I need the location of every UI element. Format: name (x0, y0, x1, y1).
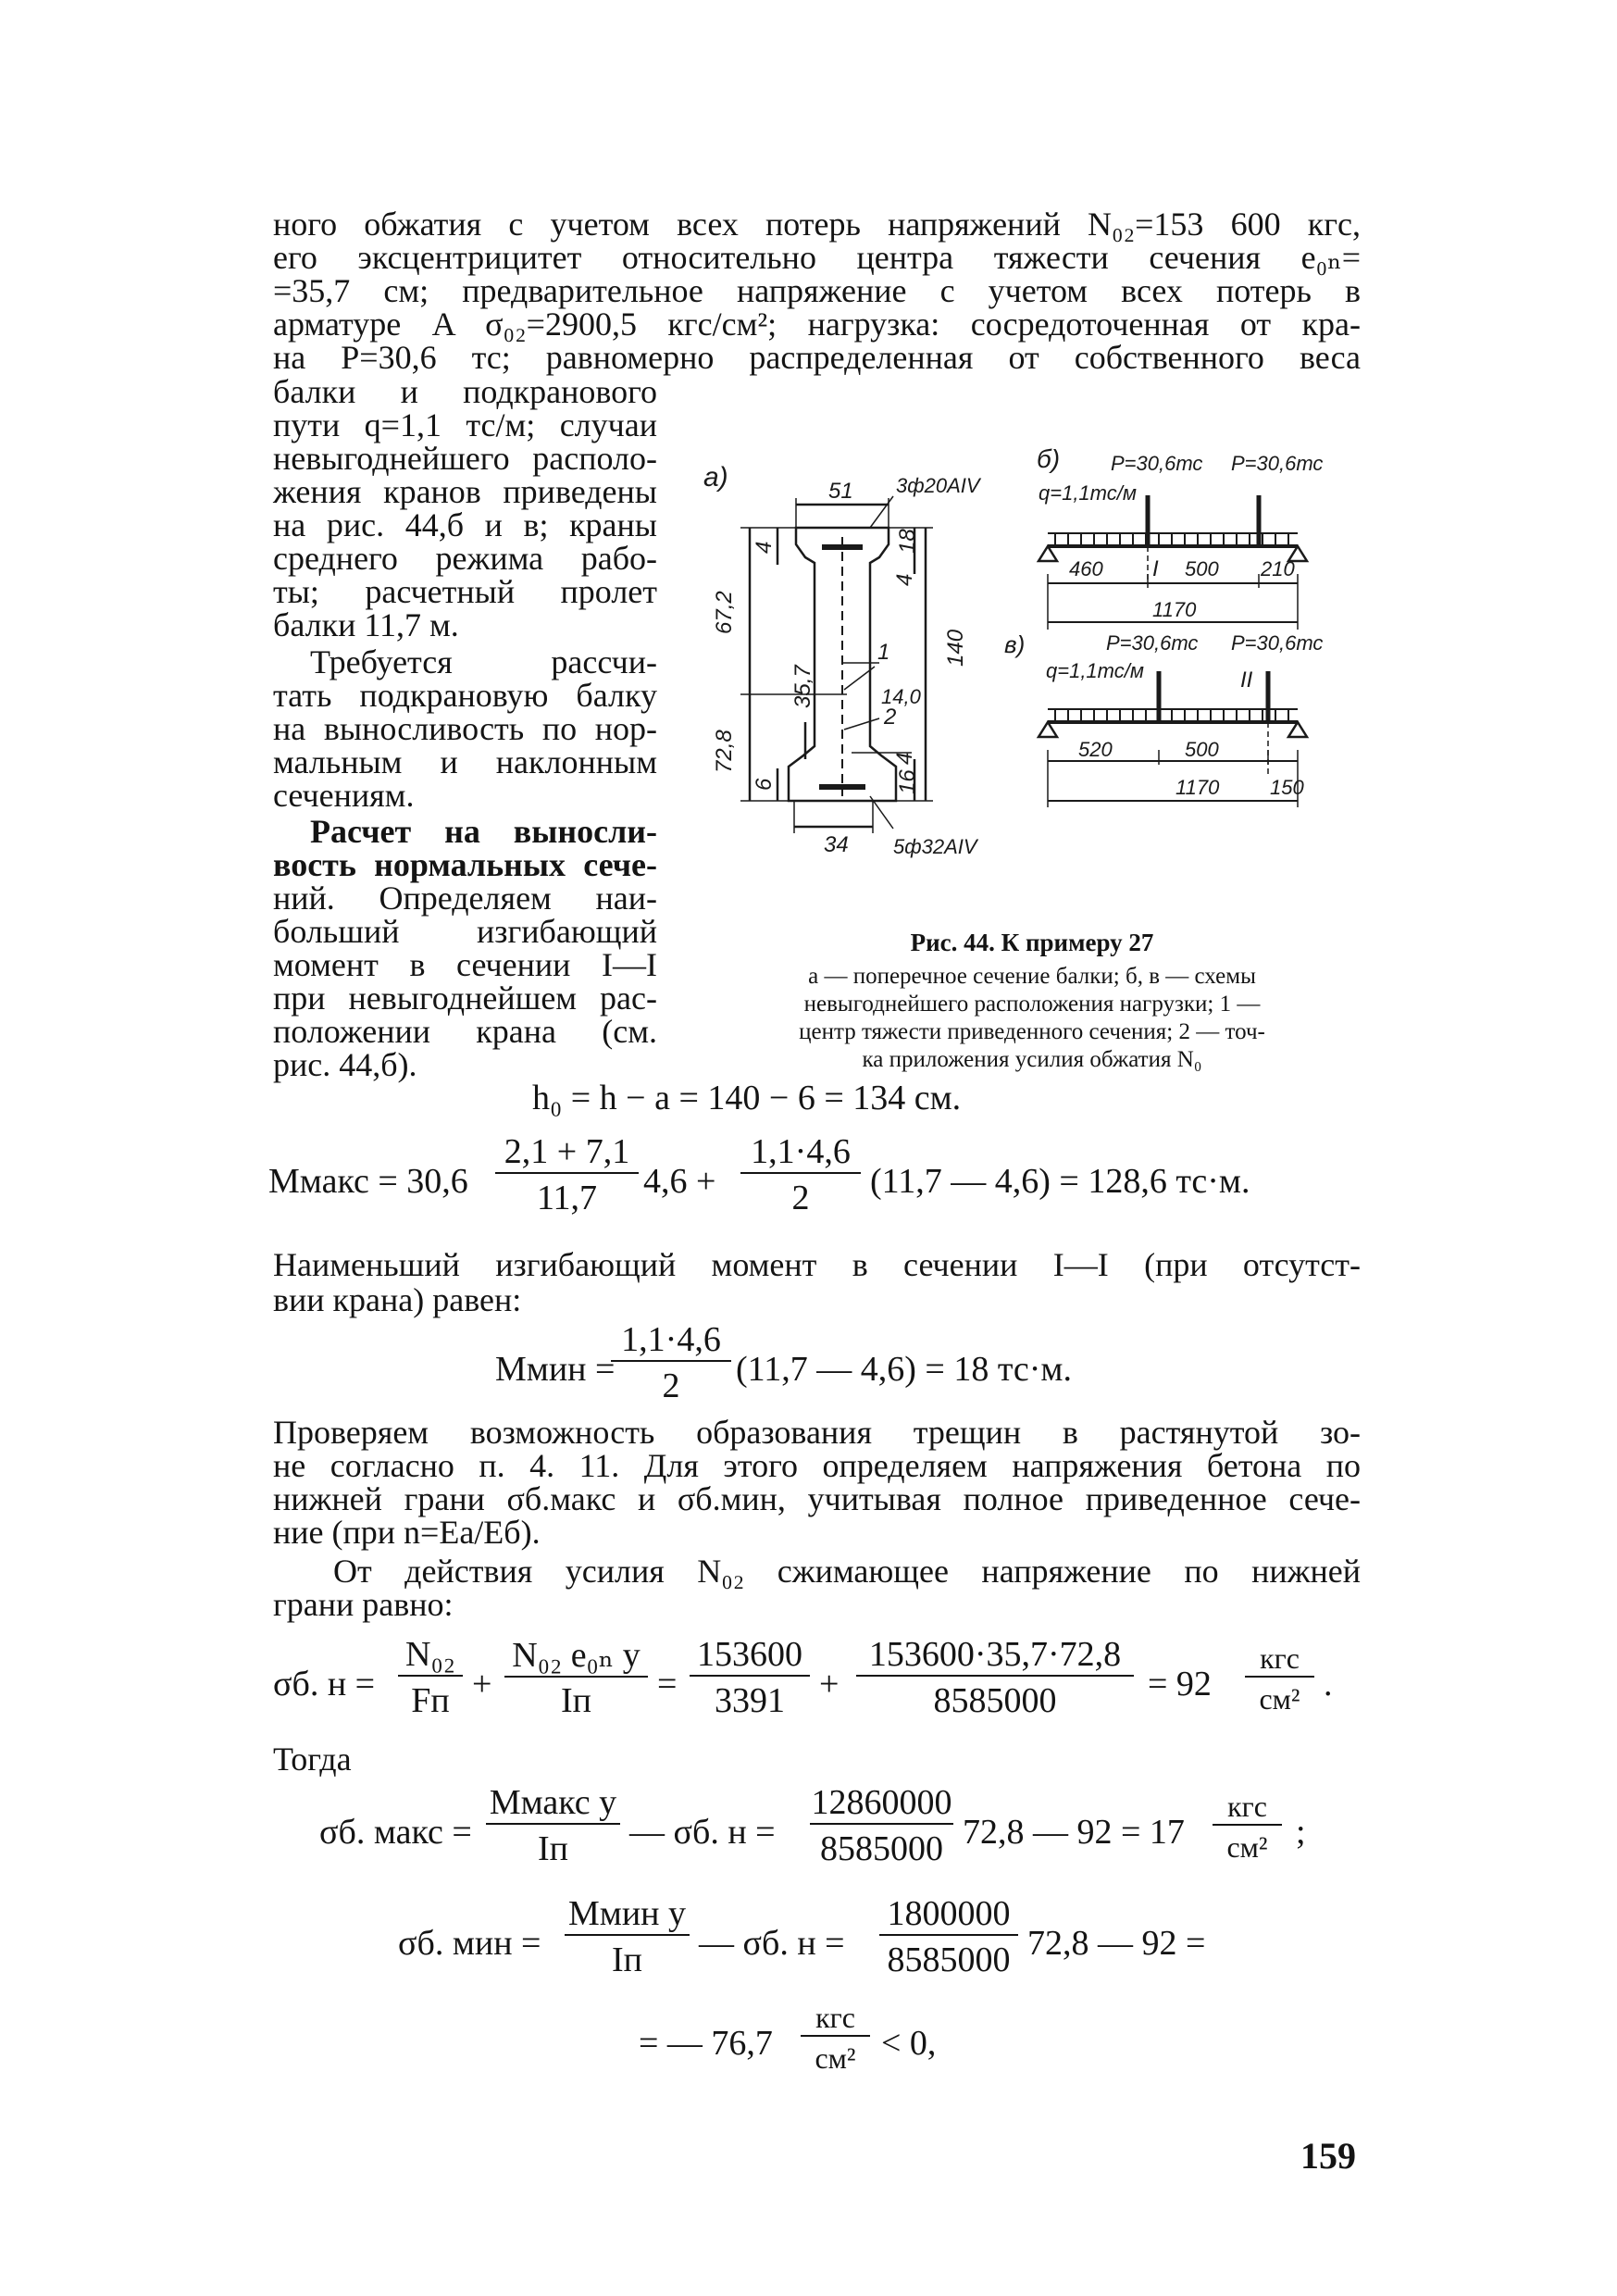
dim-34: 34 (824, 832, 849, 857)
eq-numerator: Mмин y (565, 1893, 690, 1936)
load-q-b: q=1,1тс/м (1039, 481, 1137, 505)
side-text-line: на выносливость по нор- (273, 710, 657, 747)
side-text-line: балки и подкранового (273, 373, 657, 410)
figure-44 (685, 444, 1370, 926)
eq-lhs: σб. мин = (398, 1924, 541, 1963)
eq-text: = — 76,7 (639, 2024, 773, 2063)
load-q-v: q=1,1тс/м (1046, 659, 1144, 682)
eq-numerator: 1,1·4,6 (740, 1131, 861, 1174)
side-text-line: жения кранов приведены (273, 473, 657, 510)
text-line: не согласно п. 4. 11. Для этого определяем напряжения бетона по (273, 1447, 1361, 1484)
dim-35-7: 35,7 (790, 665, 815, 708)
dim-210: 210 (1261, 557, 1295, 580)
caption-line: ка приложения усилия обжатия N₀ (862, 1047, 1202, 1072)
side-text-line: ний. Определяем наи- (273, 880, 657, 917)
eq-lhs: Mмин = (495, 1350, 616, 1389)
eq-denominator: Iп (561, 1681, 591, 1720)
eq-lhs: Mмакс = 30,6 (268, 1162, 468, 1201)
caption-line: а — поперечное сечение балки; б, в — схемы (808, 964, 1256, 989)
eq-text: = (657, 1665, 678, 1703)
dim-51: 51 (828, 479, 853, 504)
eq-unit-numerator: кгс (1213, 1790, 1282, 1826)
side-text-line: мальным и наклонным (273, 743, 657, 780)
eq-text: (11,7 — 4,6) = 128,6 тс·м. (870, 1162, 1250, 1201)
eq-denominator: Fп (411, 1681, 450, 1720)
dim-500: 500 (1185, 557, 1219, 580)
load-p1-b: P=30,6тс (1111, 452, 1203, 475)
dim-1170b: 1170 (1175, 776, 1220, 799)
eq-denominator: 3391 (715, 1681, 785, 1720)
dim-16: 16 (895, 769, 920, 794)
eq-text: = 92 (1148, 1665, 1212, 1703)
dim-460: 460 (1069, 557, 1103, 580)
equation-sigma-min (398, 1893, 1324, 1986)
side-text-line: тать подкрановую балку (273, 677, 657, 714)
eq-unit-denominator: см² (815, 2041, 856, 2075)
dim-67-2: 67,2 (712, 591, 737, 634)
text-line: грани равно: (273, 1586, 454, 1623)
text-line: арматуре A σ₀₂=2900,5 кгс/см²; нагрузка: сосредоточенная от кра- (273, 306, 1361, 343)
label-a: а) (703, 462, 728, 493)
side-text-line: вость нормальных сече- (273, 846, 657, 883)
text-line: Проверяем возможность образования трещин в растянутой зо- (273, 1414, 1361, 1451)
label-b: б) (1037, 444, 1061, 473)
dim-4c: 4 (892, 752, 917, 765)
side-text-line: ты; расчетный пролет (273, 573, 657, 610)
eq-numerator: 153600 (690, 1634, 810, 1677)
eq-text: — σб. н = (629, 1813, 776, 1852)
text-line: Тогда (273, 1741, 352, 1778)
eq-text: + (472, 1665, 492, 1703)
equation-mmax (268, 1131, 1379, 1224)
eq-numerator: 1,1·4,6 (611, 1319, 731, 1362)
section-II: II (1240, 668, 1253, 693)
dim-150: 150 (1270, 776, 1304, 799)
text-line: От действия усилия N₀₂ сжимающее напряжение по нижней (333, 1553, 1361, 1590)
eq-numerator: 12860000 (810, 1782, 953, 1825)
eq-text: 72,8 — 92 = 17 (963, 1813, 1185, 1852)
text-line: ного обжатия с учетом всех потерь напряжений N₀₂=153 600 кгс, (273, 206, 1361, 243)
eq-text: (11,7 — 4,6) = 18 тс·м. (736, 1350, 1072, 1389)
text-line: ние (при n=Eа/Eб). (273, 1514, 541, 1551)
equation-sigma-max (319, 1782, 1365, 1875)
dim-6: 6 (752, 778, 777, 791)
eq-denominator: Iп (538, 1829, 568, 1868)
side-text-line: сечениям. (273, 777, 415, 814)
eq-denominator: Iп (612, 1940, 642, 1979)
dim-4a: 4 (752, 541, 777, 554)
side-text-line: момент в сечении I—I (273, 946, 657, 983)
load-p2-v: P=30,6тс (1231, 631, 1324, 655)
dim-140: 140 (943, 629, 968, 667)
eq-numerator: 1800000 (879, 1893, 1018, 1936)
side-text-line: больший изгибающий (273, 913, 657, 950)
side-text-line: невыгоднейшего располо- (273, 440, 657, 477)
eq-unit-numerator: кгс (801, 2001, 870, 2037)
side-text-line: Требуется рассчи- (310, 643, 657, 680)
equation-mmin (495, 1319, 1236, 1412)
text-line: на P=30,6 тс; равномерно распределенная от собственного веса (273, 339, 1361, 376)
page-number: 159 (1300, 2135, 1356, 2177)
bar-label-bottom: 5ф32AIV (893, 835, 977, 858)
section-I: I (1152, 556, 1159, 581)
text-line: его эксцентрицитет относительно центра тяжести сечения e₀ₙ= (273, 239, 1361, 276)
label-2: 2 (884, 705, 897, 730)
eq-denominator: 11,7 (536, 1179, 598, 1217)
eq-numerator: 153600·35,7·72,8 (856, 1634, 1134, 1677)
load-p2-b: P=30,6тс (1231, 452, 1324, 475)
dim-72-8: 72,8 (712, 730, 737, 773)
eq-denominator: 8585000 (933, 1681, 1057, 1720)
eq-unit-numerator: кгс (1245, 1641, 1314, 1678)
side-text-line: Расчет на выносли- (310, 813, 657, 850)
eq-text: + (819, 1665, 840, 1703)
eq-lhs: σб. макс = (319, 1813, 472, 1852)
dim-4b: 4 (892, 573, 917, 586)
eq-denominator: 2 (662, 1366, 680, 1405)
dim-14-0: 14,0 (881, 685, 921, 708)
text-line: нижней грани σб.макс и σб.мин, учитывая полное приведенное сече- (273, 1480, 1361, 1517)
side-text-line: пути q=1,1 тс/м; случаи (273, 406, 657, 443)
text-line: =35,7 см; предварительное напряжение с учетом всех потерь в (273, 272, 1361, 309)
dim-500b: 500 (1185, 738, 1219, 761)
equation-sigma-min-result (639, 1995, 1101, 2088)
eq-numerator: N₀₂ (398, 1634, 463, 1677)
side-text-line: положении крана (см. (273, 1013, 657, 1050)
load-p1-v: P=30,6тс (1106, 631, 1199, 655)
equation-sigma-n (273, 1634, 1365, 1727)
eq-denominator: 8585000 (820, 1829, 943, 1868)
side-text-line: среднего режима рабо- (273, 540, 657, 577)
eq-unit-denominator: см² (1259, 1682, 1300, 1716)
side-text-line: при невыгоднейшем рас- (273, 980, 657, 1017)
eq-unit-denominator: см² (1226, 1830, 1268, 1864)
eq-text: < 0, (881, 2024, 937, 2063)
eq-text: 72,8 — 92 = (1027, 1924, 1206, 1963)
caption-line: центр тяжести приведенного сечения; 2 — точ- (799, 1019, 1265, 1044)
side-text-line: на рис. 44,б и в; краны (273, 506, 657, 543)
side-text-line: рис. 44,б). (273, 1046, 417, 1083)
eq-text: . (1324, 1665, 1333, 1703)
eq-numerator: N₀₂ e₀ₙ y (504, 1634, 648, 1678)
dim-1170: 1170 (1152, 598, 1197, 621)
text-line: вии крана) равен: (273, 1281, 522, 1318)
eq-text: 4,6 + (643, 1162, 716, 1201)
figure-caption-title: Рис. 44. К примеру 27 (910, 929, 1154, 956)
eq-lhs: σб. н = (273, 1665, 376, 1703)
label-v: в) (1004, 630, 1026, 658)
text-line: Наименьший изгибающий момент в сечении I—I (при отсутст- (273, 1246, 1361, 1283)
eq-denominator: 2 (791, 1179, 810, 1217)
equation-h0: h₀ = h − a = 140 − 6 = 134 см. (532, 1079, 962, 1117)
eq-denominator: 8585000 (887, 1940, 1011, 1979)
figure-caption (703, 963, 1361, 1074)
eq-text: — σб. н = (699, 1924, 845, 1963)
eq-numerator: 2,1 + 7,1 (495, 1131, 639, 1174)
label-1: 1 (877, 640, 890, 665)
eq-numerator: Mмакс y (486, 1782, 620, 1825)
dim-18: 18 (895, 529, 920, 554)
bar-label-top: 3ф20AIV (896, 474, 980, 497)
side-text-line: балки 11,7 м. (273, 606, 459, 643)
dim-520: 520 (1078, 738, 1113, 761)
caption-line: невыгоднейшего расположения нагрузки; 1 — (803, 992, 1261, 1017)
eq-text: ; (1296, 1813, 1306, 1852)
